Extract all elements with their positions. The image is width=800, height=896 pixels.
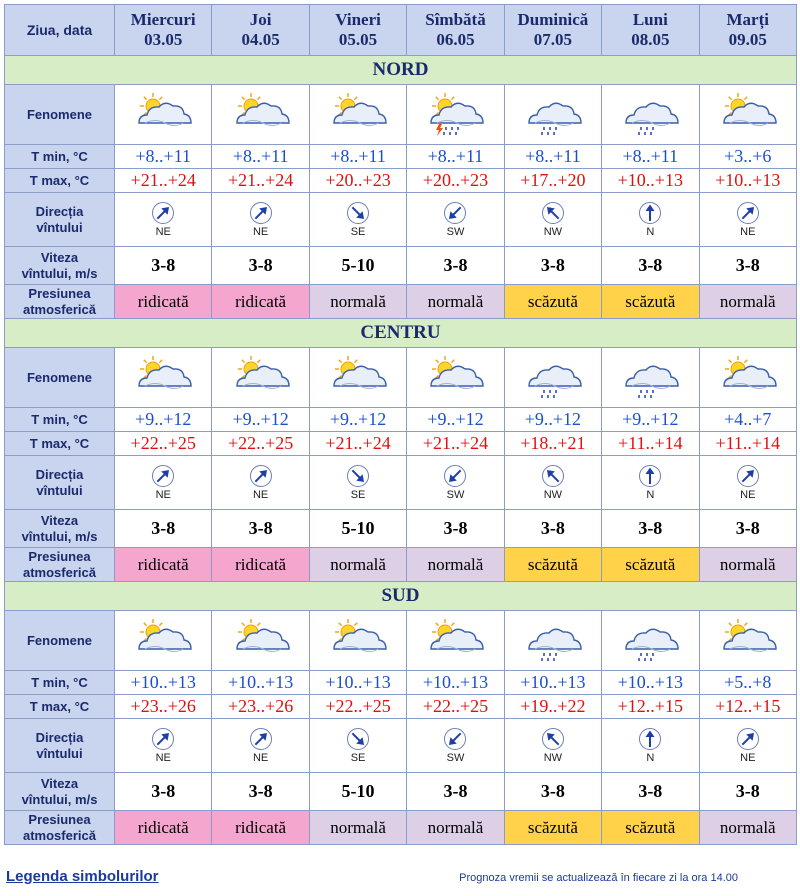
forecast-table bbox=[4, 4, 797, 845]
pressure-value: normală bbox=[407, 285, 504, 319]
cloud-rain-icon bbox=[504, 348, 601, 408]
pressure-value: scăzută bbox=[602, 811, 699, 845]
cloud-rain-icon bbox=[602, 85, 699, 145]
wind-arrow-icon bbox=[602, 464, 698, 488]
row-label: T min, °C bbox=[5, 671, 115, 695]
wind-arrow-icon bbox=[212, 727, 308, 751]
tmax-row bbox=[5, 432, 797, 456]
wind-direction-row bbox=[5, 193, 797, 247]
wind-direction bbox=[602, 456, 699, 510]
wind-direction bbox=[699, 193, 796, 247]
tmax-value: +23..+26 bbox=[115, 695, 212, 719]
tmax-value: +20..+23 bbox=[309, 169, 406, 193]
wind-speed-value: 3-8 bbox=[699, 510, 796, 548]
wind-direction-label: SW bbox=[446, 489, 465, 501]
tmax-value: +18..+21 bbox=[504, 432, 601, 456]
wind-speed-value: 3-8 bbox=[699, 773, 796, 811]
wind-direction-label: N bbox=[646, 752, 655, 764]
tmax-value: +22..+25 bbox=[212, 432, 309, 456]
pressure-value: normală bbox=[309, 811, 406, 845]
pressure-value: ridicată bbox=[115, 811, 212, 845]
update-note: Prognoza vremii se actualizează în fiecare zi la ora 14.00 bbox=[459, 872, 738, 884]
tmax-row bbox=[5, 169, 797, 193]
wind-direction-label: NW bbox=[543, 226, 563, 238]
wind-direction-label: SE bbox=[350, 489, 366, 501]
pressure-value: scăzută bbox=[504, 811, 601, 845]
tmin-value: +8..+11 bbox=[504, 145, 601, 169]
row-label: Viteza vîntului, m/s bbox=[5, 773, 115, 811]
tmin-value: +9..+12 bbox=[212, 408, 309, 432]
tmin-row bbox=[5, 145, 797, 169]
wind-speed-value: 5-10 bbox=[309, 773, 406, 811]
wind-direction bbox=[602, 193, 699, 247]
pressure-value: normală bbox=[309, 548, 406, 582]
wind-direction bbox=[212, 193, 309, 247]
tmax-value: +19..+22 bbox=[504, 695, 601, 719]
wind-direction bbox=[407, 456, 504, 510]
tmax-value: +21..+24 bbox=[407, 432, 504, 456]
sun-cloud-icon bbox=[309, 348, 406, 408]
wind-direction-row bbox=[5, 456, 797, 510]
wind-direction-label: NE bbox=[252, 489, 269, 501]
cloud-rain-icon bbox=[602, 611, 699, 671]
wind-arrow-icon bbox=[700, 201, 796, 225]
sun-cloud-storm-icon bbox=[407, 85, 504, 145]
wind-speed-value: 5-10 bbox=[309, 510, 406, 548]
pressure-row bbox=[5, 548, 797, 582]
wind-direction bbox=[699, 456, 796, 510]
tmin-value: +5..+8 bbox=[699, 671, 796, 695]
wind-speed-value: 3-8 bbox=[407, 247, 504, 285]
cloud-rain-icon bbox=[504, 611, 601, 671]
wind-speed-value: 3-8 bbox=[602, 510, 699, 548]
tmax-value: +23..+26 bbox=[212, 695, 309, 719]
wind-direction bbox=[309, 193, 406, 247]
pressure-value: normală bbox=[699, 285, 796, 319]
wind-speed-value: 3-8 bbox=[602, 773, 699, 811]
wind-direction bbox=[115, 456, 212, 510]
wind-arrow-icon bbox=[115, 201, 211, 225]
wind-direction-label: NE bbox=[740, 226, 756, 238]
wind-arrow-icon bbox=[310, 464, 406, 488]
pressure-value: scăzută bbox=[504, 285, 601, 319]
tmin-value: +10..+13 bbox=[602, 671, 699, 695]
tmax-value: +12..+15 bbox=[699, 695, 796, 719]
wind-direction bbox=[115, 719, 212, 773]
tmax-row bbox=[5, 695, 797, 719]
phenomena-row bbox=[5, 348, 797, 408]
pressure-value: ridicată bbox=[212, 811, 309, 845]
wind-arrow-icon bbox=[700, 464, 796, 488]
sun-cloud-icon bbox=[309, 611, 406, 671]
tmin-value: +9..+12 bbox=[504, 408, 601, 432]
wind-arrow-icon bbox=[505, 727, 601, 751]
tmin-value: +9..+12 bbox=[602, 408, 699, 432]
pressure-value: scăzută bbox=[602, 285, 699, 319]
wind-direction-label: SW bbox=[446, 226, 465, 238]
wind-direction-label: NE bbox=[155, 226, 171, 238]
pressure-row bbox=[5, 811, 797, 845]
wind-arrow-icon bbox=[602, 201, 698, 225]
header-first: Ziua, data bbox=[5, 5, 115, 56]
wind-arrow-icon bbox=[602, 727, 698, 751]
sun-cloud-icon bbox=[309, 85, 406, 145]
tmax-value: +17..+20 bbox=[504, 169, 601, 193]
wind-speed-value: 3-8 bbox=[699, 247, 796, 285]
sun-cloud-icon bbox=[699, 348, 796, 408]
wind-speed-value: 3-8 bbox=[115, 247, 212, 285]
wind-direction-label: SW bbox=[446, 752, 465, 764]
cloud-rain-icon bbox=[504, 85, 601, 145]
region-title: NORD bbox=[5, 56, 797, 85]
tmin-value: +8..+11 bbox=[602, 145, 699, 169]
wind-speed-value: 3-8 bbox=[212, 773, 309, 811]
wind-arrow-icon bbox=[115, 464, 211, 488]
wind-speed-value: 3-8 bbox=[212, 247, 309, 285]
wind-arrow-icon bbox=[212, 201, 308, 225]
tmin-value: +10..+13 bbox=[309, 671, 406, 695]
wind-speed-value: 3-8 bbox=[504, 247, 601, 285]
pressure-value: normală bbox=[309, 285, 406, 319]
wind-speed-value: 3-8 bbox=[504, 510, 601, 548]
tmin-value: +8..+11 bbox=[115, 145, 212, 169]
region-title: CENTRU bbox=[5, 319, 797, 348]
wind-direction-label: N bbox=[646, 226, 655, 238]
tmin-value: +10..+13 bbox=[212, 671, 309, 695]
wind-arrow-icon bbox=[407, 464, 503, 488]
header-day: Miercuri 03.05 bbox=[115, 5, 212, 56]
wind-direction-row bbox=[5, 719, 797, 773]
tmax-value: +21..+24 bbox=[115, 169, 212, 193]
tmax-value: +11..+14 bbox=[699, 432, 796, 456]
sun-cloud-icon bbox=[699, 611, 796, 671]
sun-cloud-icon bbox=[115, 348, 212, 408]
tmin-value: +9..+12 bbox=[115, 408, 212, 432]
header-row bbox=[5, 5, 797, 56]
pressure-value: scăzută bbox=[504, 548, 601, 582]
sun-cloud-icon bbox=[699, 85, 796, 145]
row-label: Presiunea atmosferică bbox=[5, 285, 115, 319]
sun-cloud-icon bbox=[212, 85, 309, 145]
pressure-row bbox=[5, 285, 797, 319]
wind-direction-label: SE bbox=[350, 226, 366, 238]
row-label: Direcția vîntului bbox=[5, 719, 115, 773]
wind-direction bbox=[699, 719, 796, 773]
tmin-row bbox=[5, 408, 797, 432]
header-day: Marți 09.05 bbox=[699, 5, 796, 56]
wind-direction-label: NW bbox=[543, 752, 563, 764]
row-label: Presiunea atmosferică bbox=[5, 811, 115, 845]
wind-speed-value: 3-8 bbox=[212, 510, 309, 548]
wind-arrow-icon bbox=[700, 727, 796, 751]
tmax-value: +20..+23 bbox=[407, 169, 504, 193]
sun-cloud-icon bbox=[407, 348, 504, 408]
wind-direction bbox=[407, 719, 504, 773]
row-label: Viteza vîntului, m/s bbox=[5, 510, 115, 548]
wind-speed-row bbox=[5, 773, 797, 811]
tmax-value: +22..+25 bbox=[309, 695, 406, 719]
row-label: Direcția vîntului bbox=[5, 193, 115, 247]
tmin-row bbox=[5, 671, 797, 695]
wind-arrow-icon bbox=[407, 727, 503, 751]
header-day: Luni 08.05 bbox=[602, 5, 699, 56]
sun-cloud-icon bbox=[212, 348, 309, 408]
tmin-value: +10..+13 bbox=[504, 671, 601, 695]
wind-direction bbox=[309, 456, 406, 510]
wind-direction bbox=[602, 719, 699, 773]
region-row bbox=[5, 56, 797, 85]
tmin-value: +9..+12 bbox=[309, 408, 406, 432]
cloud-rain-icon bbox=[602, 348, 699, 408]
tmax-value: +22..+25 bbox=[115, 432, 212, 456]
wind-arrow-icon bbox=[310, 201, 406, 225]
pressure-value: normală bbox=[699, 811, 796, 845]
wind-direction bbox=[504, 719, 601, 773]
tmin-value: +8..+11 bbox=[212, 145, 309, 169]
header-day: Vineri 05.05 bbox=[309, 5, 406, 56]
wind-arrow-icon bbox=[407, 201, 503, 225]
pressure-value: normală bbox=[407, 548, 504, 582]
wind-speed-value: 3-8 bbox=[407, 510, 504, 548]
phenomena-row bbox=[5, 85, 797, 145]
tmin-value: +4..+7 bbox=[699, 408, 796, 432]
wind-direction bbox=[212, 719, 309, 773]
wind-speed-row bbox=[5, 510, 797, 548]
pressure-value: ridicată bbox=[212, 285, 309, 319]
wind-speed-value: 5-10 bbox=[309, 247, 406, 285]
tmax-value: +21..+24 bbox=[212, 169, 309, 193]
pressure-value: normală bbox=[699, 548, 796, 582]
wind-speed-value: 3-8 bbox=[115, 773, 212, 811]
tmax-value: +22..+25 bbox=[407, 695, 504, 719]
wind-speed-row bbox=[5, 247, 797, 285]
pressure-value: ridicată bbox=[115, 548, 212, 582]
wind-direction-label: NE bbox=[740, 489, 756, 501]
tmax-value: +12..+15 bbox=[602, 695, 699, 719]
row-label: T min, °C bbox=[5, 145, 115, 169]
wind-direction bbox=[309, 719, 406, 773]
tmin-value: +8..+11 bbox=[407, 145, 504, 169]
row-label: Fenomene bbox=[5, 85, 115, 145]
row-label: T max, °C bbox=[5, 695, 115, 719]
sun-cloud-icon bbox=[115, 85, 212, 145]
wind-speed-value: 3-8 bbox=[407, 773, 504, 811]
sun-cloud-icon bbox=[407, 611, 504, 671]
wind-direction-label: SE bbox=[350, 752, 366, 764]
row-label: Fenomene bbox=[5, 348, 115, 408]
tmax-value: +11..+14 bbox=[602, 432, 699, 456]
tmin-value: +10..+13 bbox=[115, 671, 212, 695]
sun-cloud-icon bbox=[212, 611, 309, 671]
tmax-value: +10..+13 bbox=[602, 169, 699, 193]
wind-direction-label: NE bbox=[252, 226, 269, 238]
wind-speed-value: 3-8 bbox=[504, 773, 601, 811]
header-day: Sîmbătă 06.05 bbox=[407, 5, 504, 56]
row-label: Viteza vîntului, m/s bbox=[5, 247, 115, 285]
legend-link[interactable]: Legenda simbolurilor bbox=[6, 868, 159, 885]
wind-direction-label: N bbox=[646, 489, 655, 501]
wind-speed-value: 3-8 bbox=[602, 247, 699, 285]
row-label: T max, °C bbox=[5, 432, 115, 456]
row-label: T min, °C bbox=[5, 408, 115, 432]
wind-direction-label: NE bbox=[252, 752, 269, 764]
wind-arrow-icon bbox=[310, 727, 406, 751]
phenomena-row bbox=[5, 611, 797, 671]
wind-arrow-icon bbox=[505, 201, 601, 225]
tmax-value: +21..+24 bbox=[309, 432, 406, 456]
pressure-value: ridicată bbox=[115, 285, 212, 319]
tmin-value: +9..+12 bbox=[407, 408, 504, 432]
wind-arrow-icon bbox=[505, 464, 601, 488]
wind-direction bbox=[407, 193, 504, 247]
wind-direction bbox=[115, 193, 212, 247]
wind-direction-label: NE bbox=[155, 489, 171, 501]
region-row bbox=[5, 319, 797, 348]
wind-direction bbox=[504, 456, 601, 510]
tmin-value: +3..+6 bbox=[699, 145, 796, 169]
row-label: Fenomene bbox=[5, 611, 115, 671]
pressure-value: normală bbox=[407, 811, 504, 845]
region-title: SUD bbox=[5, 582, 797, 611]
header-day: Joi 04.05 bbox=[212, 5, 309, 56]
pressure-value: scăzută bbox=[602, 548, 699, 582]
wind-direction-label: NE bbox=[740, 752, 756, 764]
wind-speed-value: 3-8 bbox=[115, 510, 212, 548]
tmax-value: +10..+13 bbox=[699, 169, 796, 193]
wind-arrow-icon bbox=[212, 464, 308, 488]
sun-cloud-icon bbox=[115, 611, 212, 671]
wind-direction bbox=[504, 193, 601, 247]
header-day: Duminică 07.05 bbox=[504, 5, 601, 56]
region-row bbox=[5, 582, 797, 611]
wind-direction-label: NW bbox=[543, 489, 563, 501]
wind-arrow-icon bbox=[115, 727, 211, 751]
row-label: Direcția vîntului bbox=[5, 456, 115, 510]
tmin-value: +8..+11 bbox=[309, 145, 406, 169]
wind-direction bbox=[212, 456, 309, 510]
tmin-value: +10..+13 bbox=[407, 671, 504, 695]
wind-direction-label: NE bbox=[155, 752, 171, 764]
row-label: T max, °C bbox=[5, 169, 115, 193]
pressure-value: ridicată bbox=[212, 548, 309, 582]
row-label: Presiunea atmosferică bbox=[5, 548, 115, 582]
